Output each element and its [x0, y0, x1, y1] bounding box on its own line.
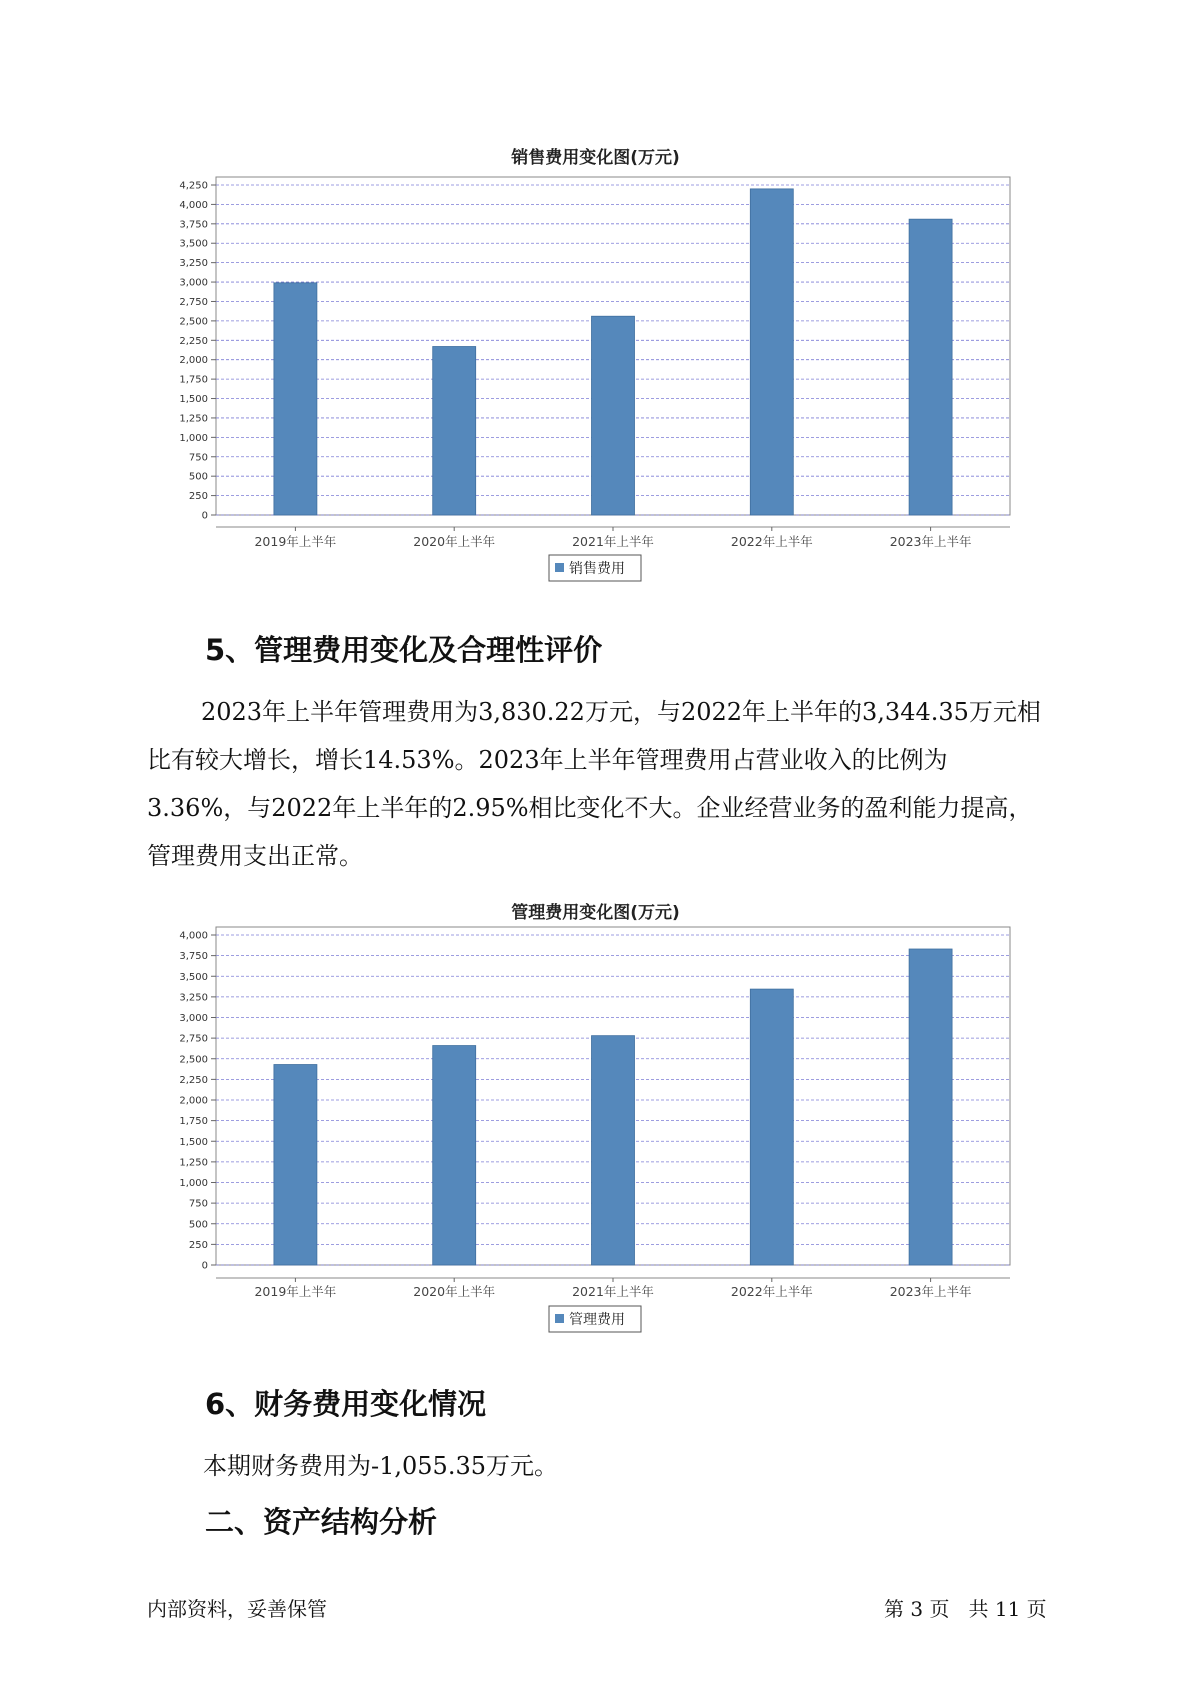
x-tick-label: 2020年上半年 [413, 534, 496, 549]
y-tick-label: 250 [188, 1239, 208, 1251]
x-tick-label: 2019年上半年 [254, 534, 337, 549]
section-two-heading: 二、资产结构分析 [205, 1505, 438, 1539]
y-tick-label: 4,250 [179, 180, 208, 192]
y-tick-label: 500 [188, 471, 208, 483]
y-tick-label: 4,000 [179, 199, 208, 211]
y-tick-label: 3,000 [179, 277, 208, 289]
y-tick-label: 2,500 [179, 316, 208, 328]
y-tick-label: 250 [188, 491, 208, 503]
chart-title-admin: 管理费用变化图(万元) [511, 903, 680, 923]
y-tick-label: 3,750 [179, 219, 208, 231]
y-tick-label: 3,250 [179, 258, 208, 270]
section-5-heading: 5、管理费用变化及合理性评价 [205, 633, 603, 667]
x-tick-label: 2019年上半年 [254, 1284, 337, 1299]
x-tick-label: 2021年上半年 [572, 534, 654, 549]
x-tick-label: 2022年上半年 [730, 1284, 813, 1299]
y-tick-label: 500 [188, 1219, 208, 1231]
x-tick-label: 2023年上半年 [889, 1284, 972, 1299]
y-tick-label: 1,500 [179, 394, 208, 406]
y-tick-label: 1,750 [179, 374, 208, 386]
y-tick-label: 3,250 [179, 992, 208, 1004]
section-6-text: 本期财务费用为-1,055.35万元。 [203, 1452, 558, 1480]
y-tick-label: 2,000 [179, 1095, 208, 1107]
y-tick-label: 1,000 [179, 432, 208, 444]
y-tick-label: 1,000 [179, 1178, 208, 1189]
y-tick-label: 1,750 [179, 1116, 208, 1128]
bar [909, 949, 952, 1265]
legend-swatch [555, 1314, 564, 1323]
y-tick-label: 750 [188, 452, 208, 464]
y-tick-label: 3,750 [179, 951, 208, 963]
y-tick-label: 2,250 [179, 335, 208, 347]
x-tick-label: 2020年上半年 [413, 1284, 496, 1299]
y-tick-label: 3,500 [179, 971, 208, 983]
section-6-heading: 6、财务费用变化情况 [205, 1387, 487, 1421]
y-tick-label: 0 [201, 1260, 208, 1272]
footer-page-number: 第 3 页 共 11 页 [884, 1597, 1047, 1621]
bar [750, 989, 793, 1265]
x-tick-label: 2023年上半年 [889, 534, 972, 549]
x-tick-label: 2022年上半年 [730, 534, 813, 549]
y-tick-label: 750 [188, 1198, 208, 1210]
bar [592, 1036, 635, 1265]
y-tick-label: 3,500 [179, 238, 208, 250]
x-tick-label: 2021年上半年 [572, 1284, 654, 1299]
legend-label: 销售费用 [569, 561, 625, 577]
y-tick-label: 2,250 [179, 1074, 208, 1086]
y-tick-label: 2,500 [179, 1054, 208, 1066]
legend-label: 管理费用 [569, 1312, 625, 1328]
footer-confidential: 内部资料，妥善保管 [147, 1597, 327, 1621]
y-tick-label: 2,000 [179, 355, 208, 367]
y-tick-label: 4,000 [179, 930, 208, 942]
y-tick-label: 1,500 [179, 1136, 208, 1148]
chart-title-sales: 销售费用变化图(万元) [511, 148, 680, 168]
y-tick-label: 0 [201, 510, 208, 522]
bar [274, 1065, 317, 1265]
y-tick-label: 2,750 [179, 1033, 208, 1045]
y-tick-label: 2,750 [179, 296, 208, 308]
y-tick-label: 1,250 [179, 413, 208, 425]
y-tick-label: 3,000 [179, 1013, 208, 1024]
bar [433, 1046, 476, 1265]
section-5-paragraph: 2023年上半年管理费用为3,830.22万元，与2022年上半年的3,344.35万元相比有较大增长，增长14.53%。2023年上半年管理费用占营业收入的比例为3.36%，与2022年上半年的2.95%相比变化不大。企业经营业务的盈利能力提高，管理费用支出正常。 [147, 698, 1041, 870]
y-tick-label: 1,250 [179, 1157, 208, 1169]
